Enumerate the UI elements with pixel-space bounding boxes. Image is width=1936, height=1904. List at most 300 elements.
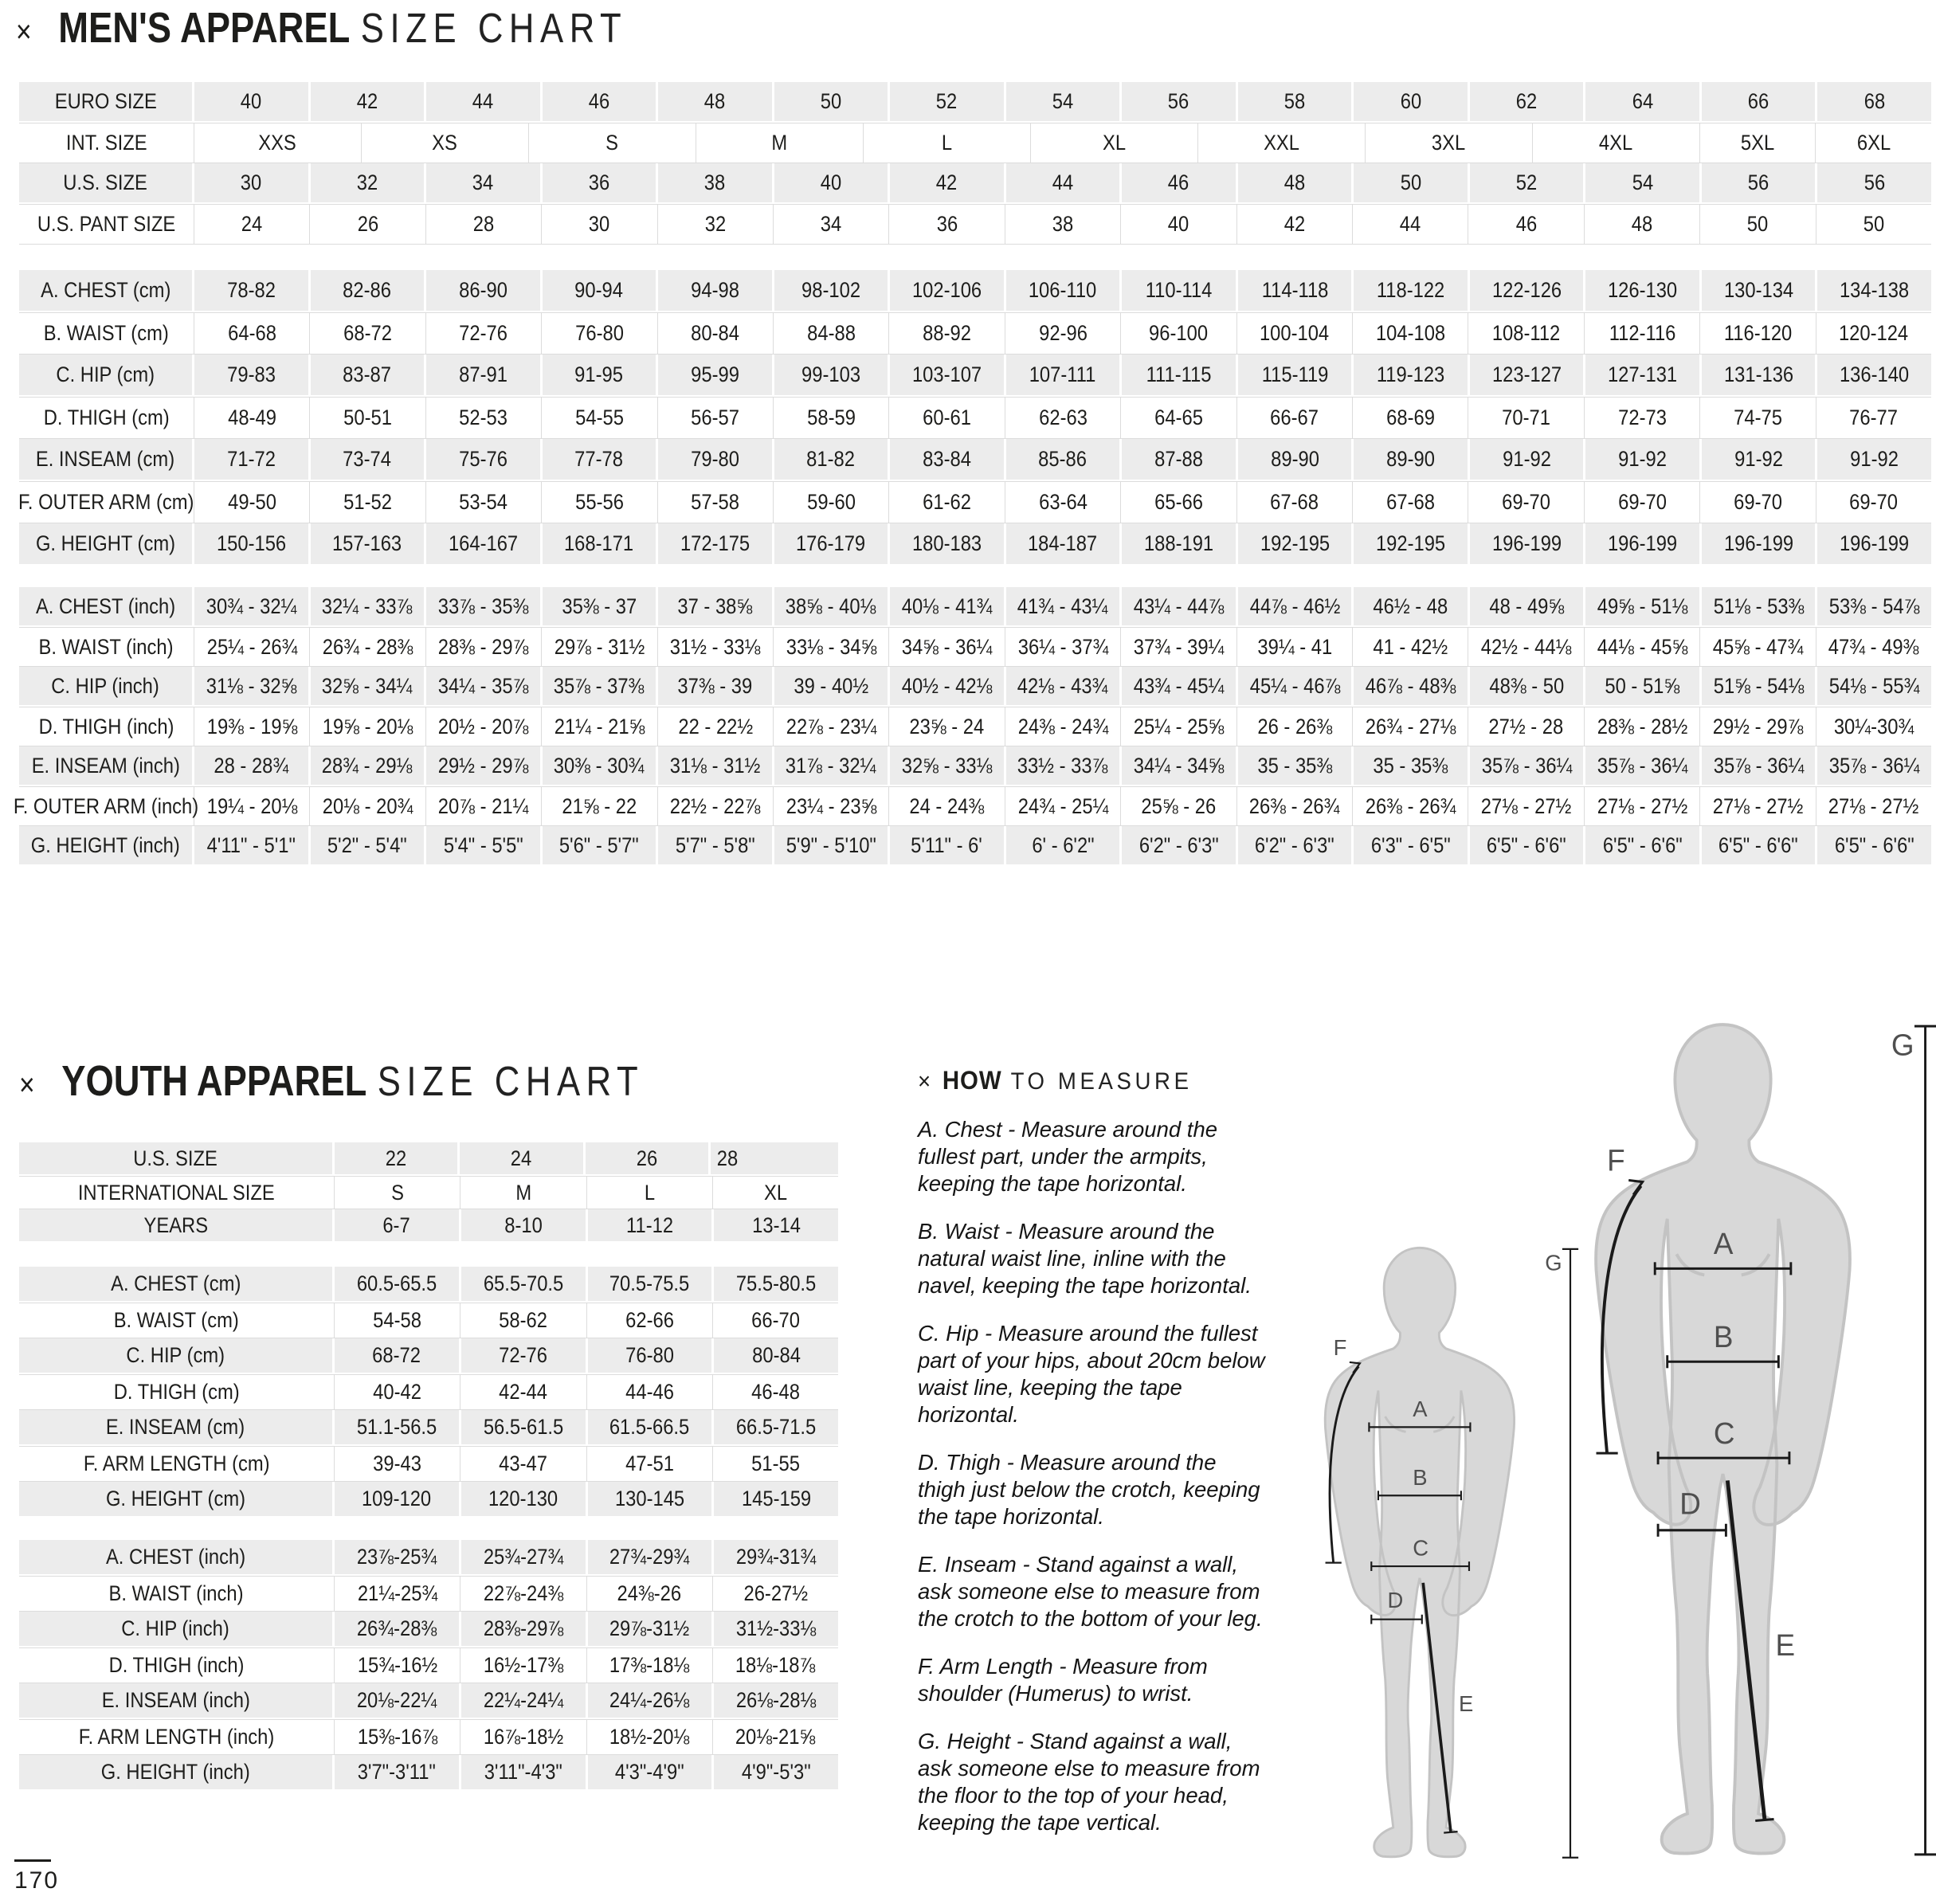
- table-row: [19, 1446, 838, 1482]
- measurement-cell: 27¾-29¾: [588, 1540, 715, 1574]
- size-header-cell: 48: [1585, 204, 1700, 245]
- size-header-cell: 13-14: [751, 1213, 801, 1237]
- measurement-cell: 80-84: [658, 312, 774, 355]
- youth-size-table: [19, 1142, 838, 1791]
- size-header-cell: 30: [542, 204, 657, 245]
- page-number-rule: [14, 1859, 51, 1862]
- measurement-cell: 44⅛ - 45⅝: [1585, 627, 1700, 667]
- measurement-cell: 42½ - 44⅛: [1468, 627, 1584, 667]
- measurement-cell: 55-56: [542, 481, 657, 523]
- measurement-cell: 73-74: [311, 439, 427, 480]
- measurement-cell: 28⅜ - 29⅞: [426, 627, 542, 667]
- size-header-cell: 56: [1122, 82, 1238, 121]
- measurement-cell: 35⅞ - 36¼: [1702, 746, 1818, 785]
- table-row: [19, 1755, 838, 1791]
- how-to-measure-title: [918, 1066, 1261, 1095]
- measurement-cell: 51⅛ - 53⅜: [1702, 587, 1818, 625]
- size-header-cell: L: [587, 1176, 713, 1209]
- measurement-cell: 168-171: [543, 523, 659, 564]
- measurement-cell: 3'11"-4'3": [461, 1755, 588, 1789]
- measurement-cell: 42-44: [460, 1374, 586, 1410]
- table-row: [19, 204, 1931, 245]
- table-row: [19, 1482, 838, 1518]
- table-row: [19, 707, 1931, 746]
- measurement-cell: 26⅛-28⅛: [735, 1688, 817, 1712]
- measurement-cell: 119-123: [1354, 355, 1470, 395]
- measurement-cell: 16⅞-18½: [460, 1719, 586, 1755]
- measurement-cell: 79-80: [658, 439, 774, 480]
- table-row: [19, 1540, 838, 1576]
- measurement-cell: 20⅛-22¼: [335, 1683, 461, 1718]
- measurement-cell: 83-84: [890, 439, 1006, 480]
- measurement-cell: 60-61: [889, 397, 1005, 439]
- measurement-cell: 192-195: [1354, 523, 1470, 564]
- measurement-cell: 89-90: [1238, 439, 1354, 480]
- measurement-cell: 27⅛ - 27½: [1828, 793, 1919, 818]
- measurement-cell: 32¼ - 33⅞: [311, 587, 427, 625]
- measurement-cell: 120-124: [1839, 321, 1909, 345]
- table-row: [19, 481, 1931, 523]
- measurement-cell: 196-199: [1470, 523, 1586, 564]
- row-label: A. CHEST (cm): [19, 270, 194, 311]
- size-header-cell: 50: [774, 82, 891, 121]
- table-row: [19, 587, 1931, 627]
- measurement-cell: 35⅞ - 36¼: [1828, 753, 1920, 778]
- measurement-cell: 70.5-75.5: [588, 1267, 715, 1301]
- measurement-cell: 22½ - 22⅞: [658, 786, 774, 826]
- measurement-cell: 88-92: [889, 312, 1005, 355]
- measurement-cell: 66-70: [750, 1308, 800, 1332]
- measurement-cell: 62-63: [1005, 397, 1121, 439]
- measurement-cell: 69-70: [1700, 481, 1816, 523]
- size-header-cell: 58: [1238, 82, 1354, 121]
- size-header-cell: 42: [311, 82, 427, 121]
- row-label: G. HEIGHT (inch): [19, 826, 194, 864]
- size-header-cell: 46: [1468, 204, 1584, 245]
- row-label: G. HEIGHT (cm): [19, 1482, 335, 1516]
- howto-title-bold: HOW: [942, 1066, 1002, 1095]
- measurement-cell: 6'2" - 6'3": [1122, 826, 1238, 864]
- measurement-cell: 5'7" - 5'8": [658, 826, 774, 864]
- measurement-cell: 196-199: [1702, 523, 1818, 564]
- measurement-cell: 21¼-25¾: [335, 1576, 460, 1612]
- measurement-cell: 35⅞ - 37⅜: [543, 667, 659, 705]
- row-label: B. WAIST (cm): [19, 1303, 335, 1338]
- measurement-cell: 41 - 42½: [1353, 627, 1468, 667]
- table-row: [19, 1267, 838, 1303]
- measurement-cell: 49⅝ - 51⅛: [1585, 587, 1702, 625]
- measure-instruction: C. Hip - Measure around the fullest part of your hips, about 20cm below waist line, keeping the tape horizontal.: [918, 1321, 1265, 1427]
- size-header-cell: 48: [658, 82, 774, 121]
- measurement-cell: 126-130: [1585, 270, 1702, 311]
- measurement-cell: 15⅜-16⅞: [335, 1719, 460, 1755]
- measurement-cell: 19⅜ - 19⅝: [194, 707, 310, 746]
- measurement-cell: 18½-20⅛: [587, 1719, 713, 1755]
- table-row: [19, 1683, 838, 1719]
- measurement-cell: 76-80: [542, 312, 657, 355]
- size-header-cell: XL: [1031, 123, 1198, 163]
- measurement-cell: 91-92: [1850, 447, 1899, 471]
- size-header-cell: 54: [1585, 163, 1702, 202]
- measurement-cell: 31½-33⅛: [735, 1616, 817, 1640]
- measurement-cell: 37⅜ - 39: [658, 667, 774, 705]
- measurement-cell: 30¼-30¾: [1833, 714, 1914, 738]
- size-header-cell: 46: [543, 82, 659, 121]
- measurement-cell: 79-83: [194, 355, 311, 395]
- measurement-cell: 176-179: [774, 523, 891, 564]
- size-header-cell: 46: [1122, 163, 1238, 202]
- measurement-cell: 43¾ - 45¼: [1122, 667, 1238, 705]
- measurement-cell: 27⅛ - 27½: [1468, 786, 1584, 826]
- measurement-cell: 74-75: [1700, 397, 1816, 439]
- measurement-cell: 107-111: [1006, 355, 1123, 395]
- row-label: U.S. PANT SIZE: [19, 204, 194, 245]
- measurement-cell: 35 - 35⅜: [1354, 746, 1470, 785]
- size-header-cell: 6-7: [335, 1209, 461, 1241]
- measurement-cell: 46-48: [750, 1380, 800, 1404]
- measure-instruction: E. Inseam - Stand against a wall, ask someone else to measure from the crotch to the bottom of your leg.: [918, 1552, 1263, 1631]
- row-label: G. HEIGHT (cm): [19, 523, 194, 564]
- measurement-cell: 71-72: [194, 439, 311, 480]
- measure-instruction: B. Waist - Measure around the natural waist line, inline with the navel, keeping the tape horizontal.: [918, 1219, 1252, 1298]
- measurement-cell: 28⅜ - 28½: [1585, 707, 1700, 746]
- measurement-cell: 89-90: [1354, 439, 1470, 480]
- size-header-cell: 34: [774, 204, 889, 245]
- table-row: [19, 1410, 838, 1446]
- measurement-cell: 196-199: [1585, 523, 1702, 564]
- x-icon: ×: [19, 1068, 35, 1103]
- table-row: [19, 667, 1931, 707]
- size-header-cell: M: [696, 123, 864, 163]
- measurement-cell: 6'2" - 6'3": [1238, 826, 1354, 864]
- measurement-cell: 26⅜ - 26¾: [1353, 786, 1468, 826]
- row-label: B. WAIST (inch): [19, 627, 194, 667]
- measurement-cell: 39-43: [335, 1446, 460, 1482]
- size-header-cell: 44: [426, 82, 543, 121]
- measurement-cell: 53-54: [426, 481, 542, 523]
- measurement-cell: 15¾-16½: [335, 1647, 460, 1683]
- measurement-cell: 68-72: [310, 312, 425, 355]
- measurement-cell: 39 - 40½: [774, 667, 891, 705]
- measurement-cell: 27⅛ - 27½: [1585, 786, 1700, 826]
- size-header-cell: S: [529, 123, 696, 163]
- table-row: [19, 1576, 838, 1612]
- row-label: C. HIP (inch): [19, 1612, 335, 1646]
- measurement-cell: 77-78: [543, 439, 659, 480]
- size-header-cell: 28: [426, 204, 542, 245]
- measurement-cell: 109-120: [335, 1482, 461, 1516]
- measurement-cell: 48 - 49⅝: [1470, 587, 1586, 625]
- measurement-cell: 130-145: [588, 1482, 715, 1516]
- youth-size-chart-title: [19, 1057, 645, 1105]
- measurement-cell: 62-66: [587, 1303, 713, 1338]
- measurement-cell: 25¾-27¾: [461, 1540, 588, 1574]
- measurement-cell: 31⅞ - 32¼: [774, 746, 891, 785]
- measurement-cell: 78-82: [194, 270, 311, 311]
- measurement-cell: 28⅜-29⅞: [461, 1612, 588, 1646]
- measurement-cell: 103-107: [890, 355, 1006, 395]
- page-number-text: 170: [14, 1867, 60, 1894]
- measurement-cell: 92-96: [1005, 312, 1121, 355]
- measurement-cell: 20⅛-21⅝: [735, 1725, 816, 1749]
- measurement-cell: 20⅛ - 20¾: [310, 786, 425, 826]
- measurement-cell: 35 - 35⅜: [1238, 746, 1354, 785]
- table-row: [19, 627, 1931, 667]
- howto-title-light: TO MEASURE: [1010, 1068, 1193, 1095]
- measurement-cell: 157-163: [311, 523, 427, 564]
- size-header-cell: 32: [311, 163, 427, 202]
- measurement-cell: 32⅝ - 34¼: [311, 667, 427, 705]
- measurement-cell: 21⅝ - 22: [542, 786, 657, 826]
- measurement-cell: 18⅛-18⅞: [735, 1653, 816, 1677]
- measurement-cell: 150-156: [194, 523, 311, 564]
- measurement-cell: 64-65: [1121, 397, 1236, 439]
- measurement-cell: 51.1-56.5: [335, 1410, 461, 1444]
- measurement-cell: 72-73: [1585, 397, 1700, 439]
- measurement-cell: 50-51: [310, 397, 425, 439]
- size-header-cell: XS: [362, 123, 529, 163]
- youth-title-light: SIZE CHART: [377, 1059, 645, 1105]
- measurement-cell: 66-67: [1237, 397, 1353, 439]
- measurement-cell: 23⅞-25¾: [335, 1540, 461, 1574]
- row-label: YEARS: [19, 1209, 335, 1241]
- measurement-cell: 29⅞-31½: [588, 1612, 715, 1646]
- measurement-cell: 69-70: [1468, 481, 1584, 523]
- measurement-cell: 17⅜-18⅛: [587, 1647, 713, 1683]
- measurement-cell: 91-95: [543, 355, 659, 395]
- measurement-cell: 3'7"-3'11": [335, 1755, 461, 1789]
- size-header-cell: 62: [1470, 82, 1586, 121]
- size-header-cell: 64: [1585, 82, 1702, 121]
- row-label: D. THIGH (inch): [19, 1647, 335, 1683]
- measurement-cell: 84-88: [774, 312, 889, 355]
- measurement-cell: 26⅜ - 26¾: [1237, 786, 1353, 826]
- measurement-cell: 68-69: [1353, 397, 1468, 439]
- size-header-cell: XL: [763, 1180, 787, 1205]
- table-row: [19, 1142, 838, 1176]
- table-row: [14, 786, 1931, 826]
- size-header-cell: 50: [1863, 212, 1885, 236]
- measurement-cell: 33½ - 33⅞: [1006, 746, 1123, 785]
- measurement-cell: 45¼ - 46⅞: [1238, 667, 1354, 705]
- measurement-cell: 57-58: [658, 481, 774, 523]
- measurement-cell: 85-86: [1006, 439, 1123, 480]
- measurement-cell: 172-175: [658, 523, 774, 564]
- size-header-cell: 40: [194, 82, 311, 121]
- size-header-cell: 34: [426, 163, 543, 202]
- size-header-cell: 38: [1005, 204, 1121, 245]
- measurement-cell: 145-159: [741, 1487, 811, 1510]
- measurement-cell: 31⅛ - 32⅝: [194, 667, 311, 705]
- measurement-cell: 6'5" - 6'6": [1702, 826, 1818, 864]
- measurement-cell: 134-138: [1840, 278, 1910, 302]
- table-row: [19, 1719, 838, 1755]
- measurement-cell: 25⅝ - 26: [1121, 786, 1236, 826]
- measurement-cell: 96-100: [1121, 312, 1236, 355]
- measurement-cell: 42⅛ - 43¾: [1006, 667, 1123, 705]
- row-label: E. INSEAM (cm): [19, 439, 194, 480]
- size-header-cell: 32: [658, 204, 774, 245]
- measurement-cell: 112-116: [1585, 312, 1700, 355]
- size-header-cell: 48: [1238, 163, 1354, 202]
- measurement-cell: 192-195: [1238, 523, 1354, 564]
- measurement-cell: 19⅝ - 20⅛: [310, 707, 425, 746]
- measurement-cell: 120-130: [461, 1482, 588, 1516]
- measurement-cell: 99-103: [774, 355, 891, 395]
- measurement-cell: 33⅛ - 34⅝: [774, 627, 889, 667]
- page-number: [14, 1859, 59, 1894]
- measurement-cell: 26¾ - 27⅛: [1353, 707, 1468, 746]
- size-header-cell: 54: [1006, 82, 1123, 121]
- measurement-cell: 28¾ - 29⅛: [311, 746, 427, 785]
- measurement-cell: 76-77: [1849, 405, 1899, 429]
- measurement-cell: 60.5-65.5: [335, 1267, 461, 1301]
- measurement-cell: 51-52: [310, 481, 425, 523]
- measurement-cell: 51⅝ - 54⅛: [1702, 667, 1818, 705]
- row-label: C. HIP (cm): [19, 1338, 335, 1373]
- measurement-cell: 56-57: [658, 397, 774, 439]
- measurement-cell: 61.5-66.5: [588, 1410, 715, 1444]
- measurement-cell: 188-191: [1122, 523, 1238, 564]
- measurement-cell: 24⅜ - 24¾: [1005, 707, 1121, 746]
- size-header-cell: 3XL: [1366, 123, 1533, 163]
- measurement-cell: 82-86: [311, 270, 427, 311]
- measurement-cell: 6'5" - 6'6": [1834, 833, 1914, 857]
- size-header-cell: 42: [1237, 204, 1353, 245]
- size-header-cell: 60: [1354, 82, 1470, 121]
- measurement-cell: 28 - 28¾: [194, 746, 311, 785]
- measurement-cell: 16½-17⅜: [460, 1647, 586, 1683]
- row-label: A. CHEST (cm): [19, 1267, 335, 1301]
- measurement-cell: 54-55: [542, 397, 657, 439]
- measurement-cell: 111-115: [1122, 355, 1238, 395]
- table-row: [19, 1612, 838, 1647]
- measurement-cell: 69-70: [1585, 481, 1700, 523]
- measurement-cell: 65.5-70.5: [461, 1267, 588, 1301]
- row-label: E. INSEAM (cm): [19, 1410, 335, 1444]
- measurement-cell: 24¾ - 25¼: [1005, 786, 1121, 826]
- size-header-cell: S: [335, 1176, 460, 1209]
- measurement-cell: 29½ - 29⅞: [1700, 707, 1816, 746]
- measurement-cell: 180-183: [890, 523, 1006, 564]
- measurement-cell: 37¾ - 39¼: [1121, 627, 1236, 667]
- measurement-cell: 47¾ - 49⅜: [1828, 634, 1919, 659]
- measurement-cell: 22⅞ - 23¼: [774, 707, 889, 746]
- measurement-cell: 22¼-24¼: [461, 1683, 588, 1718]
- size-header-cell: 28: [716, 1146, 738, 1170]
- measurement-cell: 76-80: [588, 1338, 715, 1373]
- measurement-cell: 63-64: [1005, 481, 1121, 523]
- size-header-cell: 5XL: [1700, 123, 1816, 163]
- measurement-cell: 108-112: [1468, 312, 1584, 355]
- row-label: INT. SIZE: [19, 123, 194, 163]
- measurement-cell: 45⅝ - 47¾: [1700, 627, 1816, 667]
- row-label: C. HIP (inch): [19, 667, 194, 705]
- row-label: EURO SIZE: [19, 82, 194, 121]
- measurement-cell: 39¼ - 41: [1237, 627, 1353, 667]
- size-header-cell: 11-12: [588, 1209, 715, 1241]
- mens-title-light: SIZE CHART: [360, 6, 628, 52]
- row-label: F. ARM LENGTH (inch): [19, 1719, 335, 1755]
- table-row: [19, 1303, 838, 1338]
- measurement-cell: 38⅝ - 40⅛: [774, 587, 891, 625]
- size-header-cell: 26: [310, 204, 425, 245]
- measurement-cell: 67-68: [1353, 481, 1468, 523]
- size-header-cell: 66: [1702, 82, 1818, 121]
- measurement-cell: 58-62: [460, 1303, 586, 1338]
- measurement-cell: 24⅜-26: [587, 1576, 713, 1612]
- measurement-cell: 87-88: [1122, 439, 1238, 480]
- table-row: [19, 123, 1931, 163]
- measurement-cell: 36¼ - 37¾: [1005, 627, 1121, 667]
- size-header-cell: 38: [658, 163, 774, 202]
- row-label: E. INSEAM (inch): [19, 746, 194, 785]
- measurement-cell: 64-68: [194, 312, 310, 355]
- row-label: F. OUTER ARM (cm): [19, 481, 194, 523]
- measurement-cell: 34⅝ - 36¼: [889, 627, 1005, 667]
- x-icon: ×: [918, 1068, 931, 1095]
- row-label: D. THIGH (inch): [19, 707, 194, 746]
- table-row: [19, 1209, 838, 1243]
- table-row: [19, 82, 1931, 123]
- size-header-cell: 26: [586, 1142, 711, 1174]
- measurement-cell: 131-136: [1702, 355, 1818, 395]
- measurement-cell: 40⅛ - 41¾: [890, 587, 1006, 625]
- table-row: [19, 163, 1931, 204]
- measurement-cell: 102-106: [890, 270, 1006, 311]
- size-header-cell: 56: [1702, 163, 1818, 202]
- measurement-cell: 20½ - 20⅞: [426, 707, 542, 746]
- measurement-cell: 31⅛ - 31½: [658, 746, 774, 785]
- measure-instruction: D. Thigh - Measure around the thigh just below the crotch, keeping the tape horizontal.: [918, 1450, 1260, 1529]
- table-row: [19, 1338, 838, 1374]
- measurement-cell: 5'6" - 5'7": [543, 826, 659, 864]
- measurement-cell: 136-140: [1840, 362, 1910, 386]
- measurement-cell: 70-71: [1468, 397, 1584, 439]
- measurement-cell: 54⅛ - 55¾: [1828, 673, 1920, 698]
- measurement-cell: 110-114: [1122, 270, 1238, 311]
- measurement-cell: 27⅛ - 27½: [1700, 786, 1816, 826]
- measurement-cell: 91-92: [1470, 439, 1586, 480]
- youth-title-bold: YOUTH APPAREL: [61, 1057, 367, 1105]
- how-to-measure-section: [918, 1066, 1291, 1836]
- size-header-cell: 30: [194, 163, 311, 202]
- table-row: [19, 1647, 838, 1683]
- measurement-cell: 59-60: [774, 481, 889, 523]
- measurement-cell: 104-108: [1353, 312, 1468, 355]
- measurement-cell: 34¼ - 35⅞: [426, 667, 543, 705]
- measurement-cell: 106-110: [1006, 270, 1123, 311]
- measure-instruction: G. Height - Stand against a wall, ask someone else to measure from the floor to the top of your head, keeping the tape vertical.: [918, 1729, 1260, 1835]
- size-header-cell: L: [864, 123, 1031, 163]
- measurement-cell: 29½ - 29⅞: [426, 746, 543, 785]
- size-header-cell: 22: [335, 1142, 460, 1174]
- size-header-cell: 24: [194, 204, 310, 245]
- measurement-cell: 54-58: [335, 1303, 460, 1338]
- adult-figure: [1584, 1013, 1936, 1872]
- measurement-cell: 35⅞ - 36¼: [1585, 746, 1702, 785]
- size-header-cell: 52: [890, 82, 1006, 121]
- row-label: E. INSEAM (inch): [19, 1683, 335, 1718]
- row-label: F. OUTER ARM (inch): [19, 786, 194, 826]
- measurement-cell: 6'5" - 6'6": [1585, 826, 1702, 864]
- table-row: [19, 270, 1931, 312]
- measurement-cell: 196-199: [1840, 531, 1910, 555]
- measurement-cell: 24¼-26⅛: [588, 1683, 715, 1718]
- size-header-cell: 42: [890, 163, 1006, 202]
- row-label: INTERNATIONAL SIZE: [19, 1176, 335, 1209]
- measurement-cell: 72-76: [426, 312, 542, 355]
